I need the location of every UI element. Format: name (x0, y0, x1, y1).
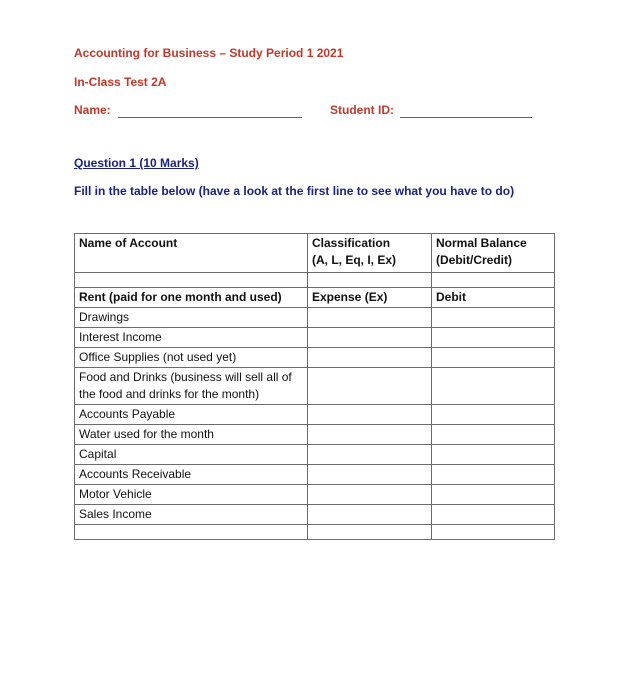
table-row (75, 405, 555, 425)
account-name: Food and Drinks (business will sell all of the food and drinks for the month) (75, 368, 308, 405)
balance-cell[interactable] (432, 465, 555, 485)
table-row (75, 505, 555, 525)
classification-cell[interactable] (308, 405, 432, 425)
example-row (75, 288, 555, 308)
table-row (75, 445, 555, 465)
account-name: Motor Vehicle (75, 485, 308, 505)
account-name: Accounts Payable (75, 405, 308, 425)
question-instruction: Fill in the table below (have a look at the first line to see what you have to do) (74, 184, 515, 198)
accounts-table (74, 233, 555, 540)
table-row (75, 348, 555, 368)
student-id-label: Student ID: (330, 103, 394, 117)
balance-cell[interactable] (432, 328, 555, 348)
balance-cell[interactable] (432, 445, 555, 465)
question-title: Question 1 (10 Marks) (74, 156, 199, 170)
table-row (75, 485, 555, 505)
name-field[interactable] (118, 117, 302, 118)
classification-cell[interactable] (308, 465, 432, 485)
header-classification: Classification (A, L, Eq, I, Ex) (308, 234, 432, 273)
table-row (75, 368, 555, 405)
balance-cell[interactable] (432, 368, 555, 405)
table-header-row (75, 234, 555, 273)
account-name: Drawings (75, 308, 308, 328)
balance-cell[interactable] (432, 425, 555, 445)
table-row (75, 425, 555, 445)
classification-cell[interactable] (308, 368, 432, 405)
table-row (75, 308, 555, 328)
account-name: Water used for the month (75, 425, 308, 445)
classification-cell[interactable] (308, 308, 432, 328)
table-row (75, 465, 555, 485)
classification-cell[interactable] (308, 505, 432, 525)
student-id-field[interactable] (400, 117, 532, 118)
classification-cell[interactable] (308, 328, 432, 348)
balance-cell[interactable] (432, 485, 555, 505)
account-name: Interest Income (75, 328, 308, 348)
account-name: Sales Income (75, 505, 308, 525)
example-classification: Expense (Ex) (308, 288, 432, 308)
account-name: Office Supplies (not used yet) (75, 348, 308, 368)
account-name: Accounts Receivable (75, 465, 308, 485)
name-label: Name: (74, 103, 111, 117)
example-balance: Debit (432, 288, 555, 308)
classification-cell[interactable] (308, 348, 432, 368)
table-row (75, 328, 555, 348)
classification-cell[interactable] (308, 445, 432, 465)
classification-cell[interactable] (308, 425, 432, 445)
test-title: In-Class Test 2A (74, 75, 167, 89)
example-account: Rent (paid for one month and used) (75, 288, 308, 308)
spacer-row (75, 273, 555, 288)
spacer-row (75, 525, 555, 540)
balance-cell[interactable] (432, 505, 555, 525)
balance-cell[interactable] (432, 405, 555, 425)
account-name: Capital (75, 445, 308, 465)
balance-cell[interactable] (432, 348, 555, 368)
document-title: Accounting for Business – Study Period 1 2021 (74, 46, 344, 60)
classification-cell[interactable] (308, 485, 432, 505)
header-account: Name of Account (75, 234, 308, 273)
balance-cell[interactable] (432, 308, 555, 328)
header-normal-balance: Normal Balance (Debit/Credit) (432, 234, 555, 273)
